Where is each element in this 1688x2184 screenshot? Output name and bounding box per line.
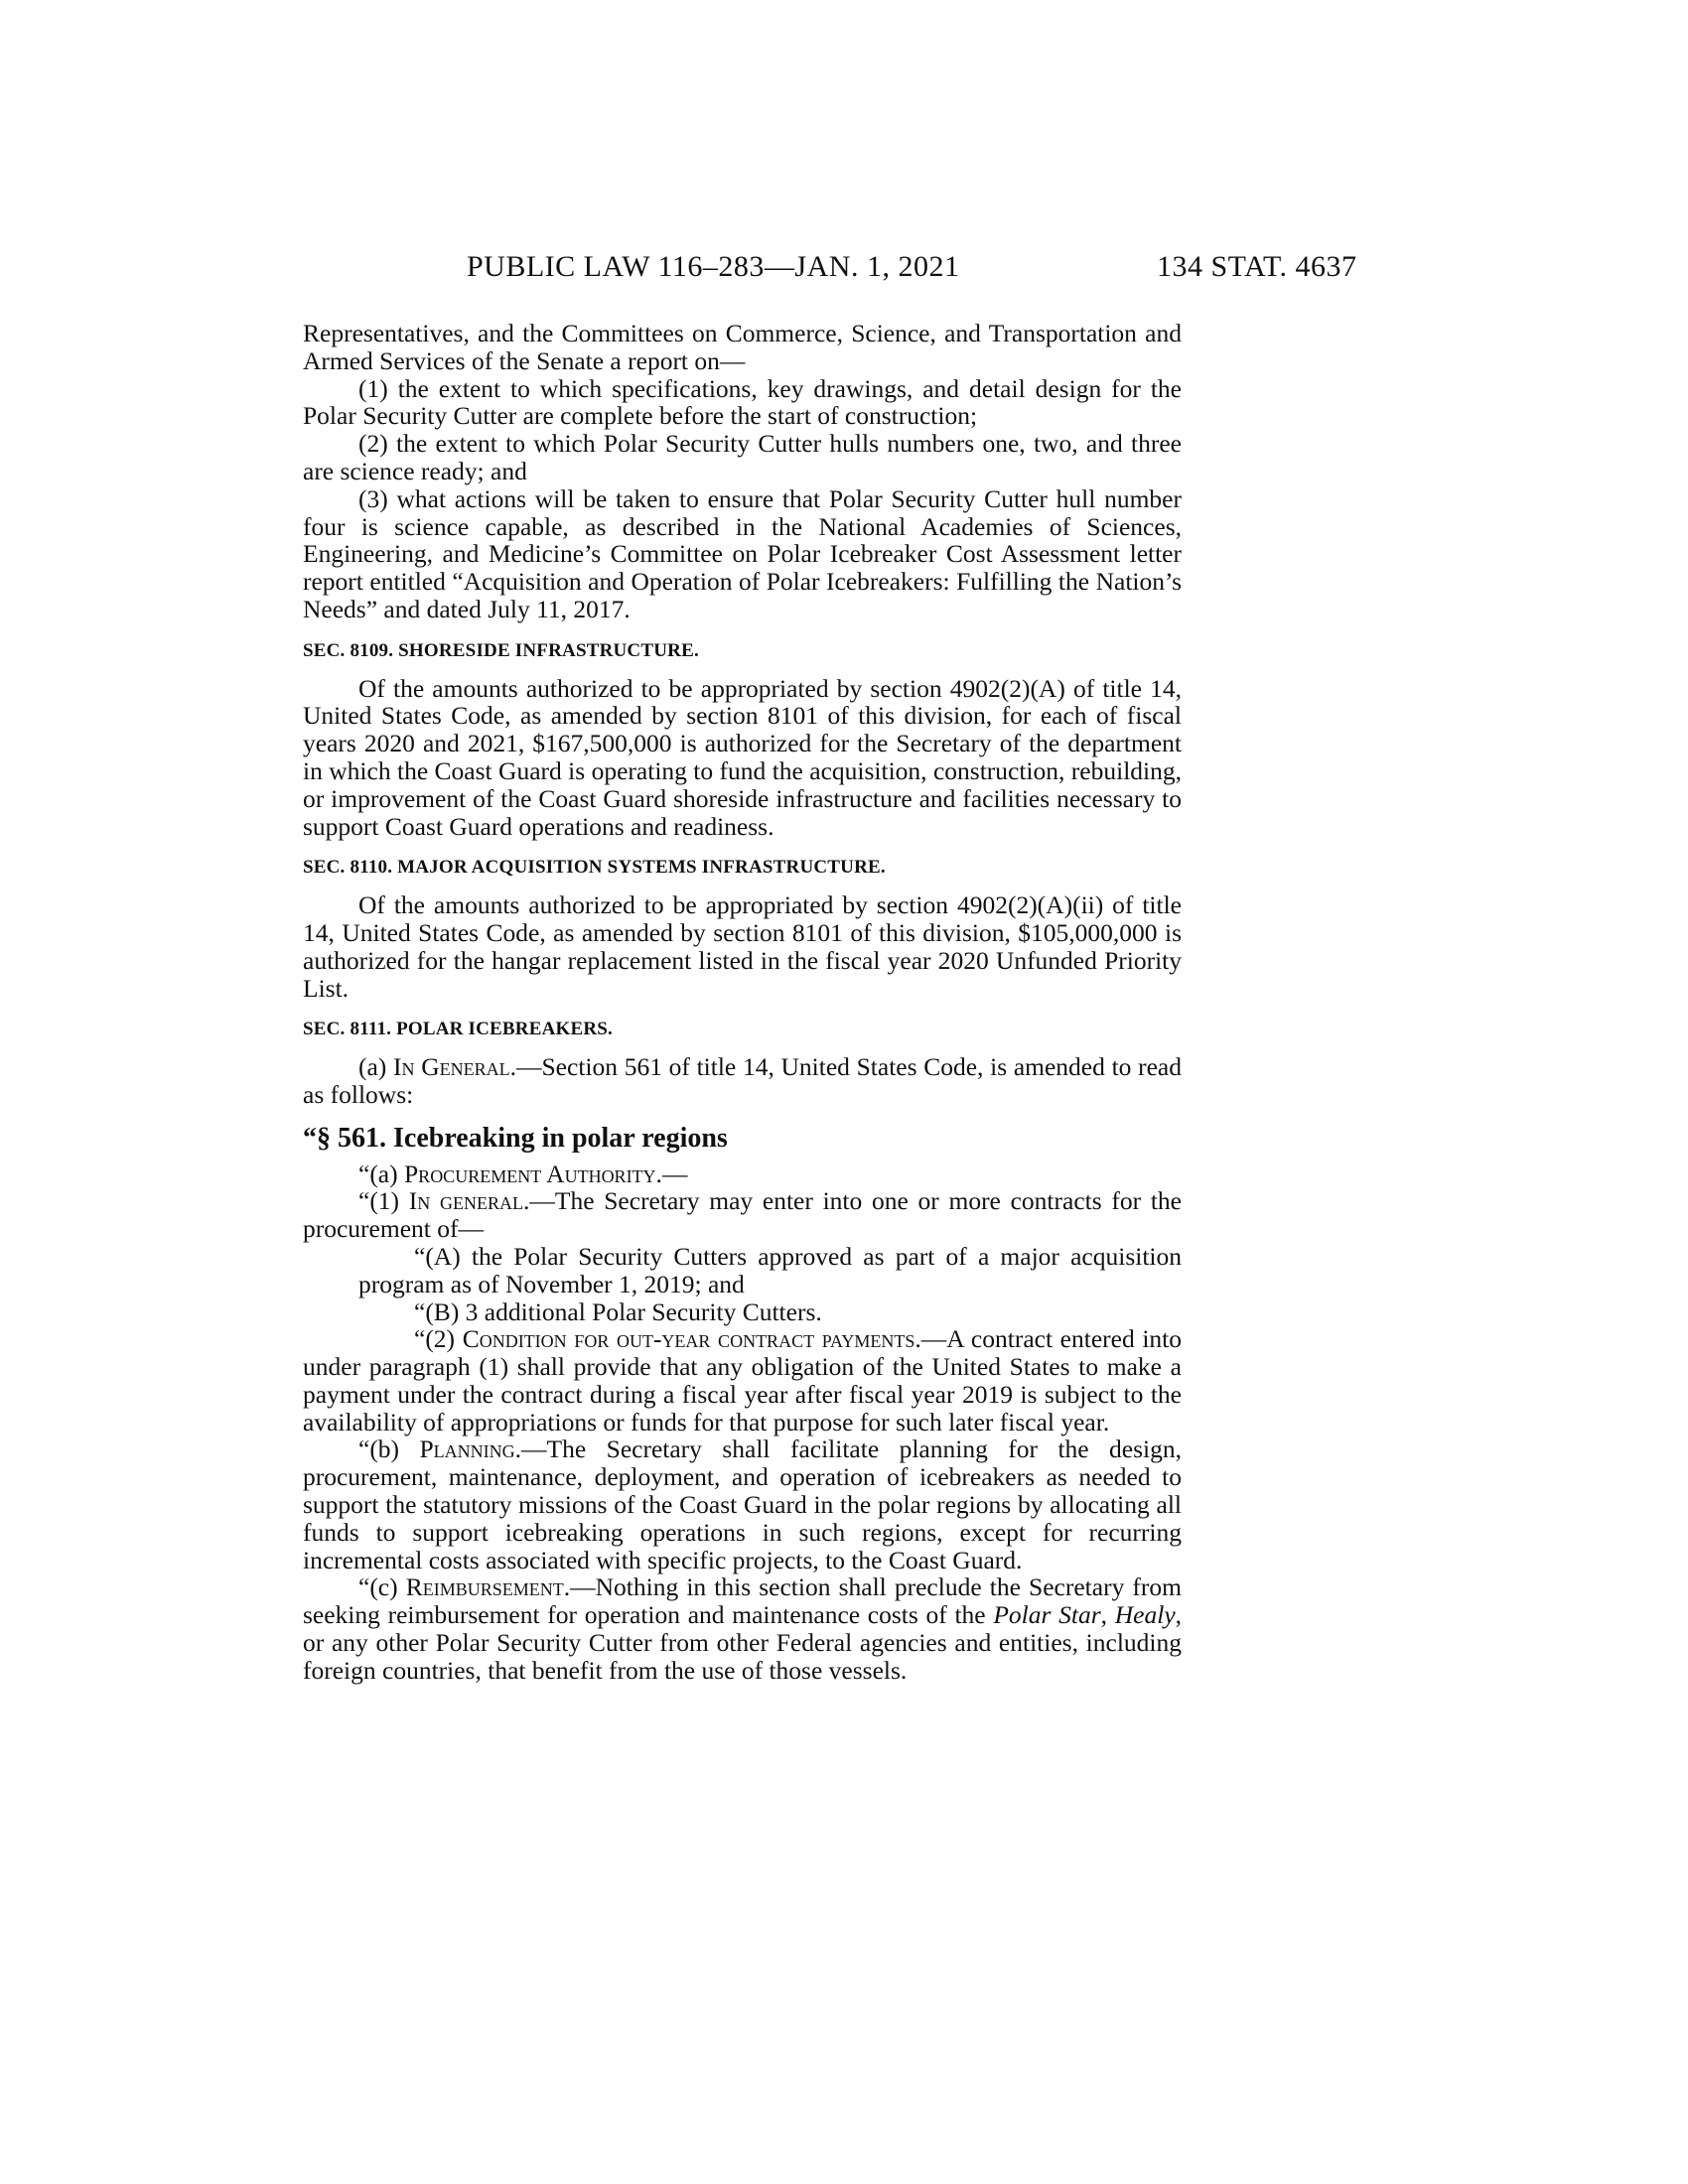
running-head-stat-citation: 134 STAT. 4637 [1157, 250, 1357, 283]
report-item-1-text: (1) the extent to which specifications, key drawings, and detail design for the Polar Security Cutter are complete before the start of construction; [303, 373, 1182, 431]
quoted-paragraph-1 [303, 1187, 1182, 1243]
quoted-subsection-c-text-part2: , or any other Polar Security Cutter from other Federal agencies and entities, including foreign countries, that benefit from the use of those vessels. [303, 1600, 1183, 1685]
running-head-title: PUBLIC LAW 116–283—JAN. 1, 2021 [467, 250, 960, 283]
quoted-paragraph-2-label: “(2) [414, 1324, 463, 1354]
quoted-subsection-a-caption: Procurement Authority. [404, 1159, 662, 1188]
quoted-subsection-c-caption: Reimbursement. [405, 1572, 571, 1602]
report-item-3 [303, 485, 1182, 623]
report-item-1 [303, 375, 1182, 431]
quoted-subparagraph-A: “(A) the Polar Security Cutters approved as part of a major acquisition program as of November 1, 2019; and [358, 1241, 1182, 1298]
vessel-name-polar-star: Polar Star [993, 1600, 1101, 1630]
running-head [0, 250, 1688, 290]
quoted-paragraph-1-label: “(1) [358, 1186, 409, 1216]
section-8109-heading: SEC. 8109. SHORESIDE INFRASTRUCTURE. [303, 639, 699, 661]
quoted-subsection-a-label: “(a) [358, 1159, 404, 1188]
vessel-name-healy: Healy [1114, 1600, 1176, 1630]
vessel-separator: , [1100, 1600, 1115, 1630]
report-item-3-text: (3) what actions will be taken to ensure that Polar Security Cutter hull number four is science capable, as described in the National Academies of Sciences, Engineering, and Medicine’s Committee on Polar Icebreaker Cost Assessment letter report entitled “Acquisition and Operation of Polar Icebreakers: Fulfilling the Nation’s Needs” and dated July 11, 2017. [303, 483, 1182, 623]
quoted-subsection-b [303, 1435, 1182, 1573]
quoted-subsection-b-text: —The Secretary shall facilitate planning for the design, procurement, maintenance, deployment, and operation of icebreakers as needed to support the statutory missions of the Coast Guard in the polar regions by allocating all funds to support icebreaking operations in such regions, except for recurring incremental costs associated with specific projects, to the Coast Guard. [303, 1434, 1182, 1574]
report-item-2 [303, 430, 1182, 485]
quoted-subsection-c-label: “(c) [358, 1572, 406, 1602]
subsection-a-text: —Section 561 of title 14, United States Code, is amended to read as follows: [303, 1052, 1182, 1109]
quoted-subsection-c [303, 1573, 1182, 1684]
section-8111-heading: SEC. 8111. POLAR ICEBREAKERS. [303, 1019, 613, 1040]
section-8111-subsection-a [303, 1053, 1182, 1109]
document-body [303, 320, 1182, 1685]
quoted-subparagraph-B: “(B) 3 additional Polar Security Cutters. [414, 1297, 822, 1326]
quoted-subsection-c-text-part1: —Nothing in this section shall preclude the Secretary from seeking reimbursement for operation and maintenance costs of the [303, 1572, 1182, 1630]
quoted-paragraph-2-caption: Condition for out-year contract payments. [462, 1324, 921, 1354]
intro-paragraph: Representatives, and the Committees on Commerce, Science, and Transportation and Armed Services of the Senate a report on— [303, 319, 1182, 375]
subsection-a-label: (a) [358, 1052, 394, 1082]
quoted-subsection-b-caption: Planning. [419, 1434, 522, 1464]
quoted-paragraph-1-text: —The Secretary may enter into one or more contracts for the procurement of— [303, 1186, 1182, 1244]
section-8110-text: Of the amounts authorized to be appropriated by section 4902(2)(A)(ii) of title 14, United States Code, as amended by section 8101 of this division, $105,000,000 is authorized for the hangar replacement listed in the fiscal year 2020 Unfunded Priority List. [303, 890, 1182, 1003]
quoted-subsection-a-dash: — [661, 1159, 688, 1188]
report-item-2-text: (2) the extent to which Polar Security Cutter hulls numbers one, two, and three are science ready; and [303, 429, 1182, 485]
quoted-paragraph-2-text: —A contract entered into under paragraph (1) shall provide that any obligation of the United States to make a payment under the contract during a fiscal year after fiscal year 2019 is subject to the availability of appropriations or funds for that purpose for such later fiscal year. [303, 1324, 1182, 1436]
quoted-subsection-a [303, 1160, 1182, 1188]
quoted-section-561-heading: “§ 561. Icebreaking in polar regions [303, 1122, 728, 1154]
quoted-subsection-b-label: “(b) [358, 1434, 420, 1464]
subsection-a-caption: In General. [393, 1052, 516, 1082]
quoted-paragraph-2 [303, 1325, 1182, 1435]
section-8109-text: Of the amounts authorized to be appropriated by section 4902(2)(A) of title 14, United States Code, as amended by section 8101 of this division, for each of fiscal years 2020 and 2021, $167,500,000 is authorized for the Secretary of the department in which the Coast Guard is operating to fund the acquisition, construction, rebuilding, or improvement of the Coast Guard shoreside infrastructure and facilities necessary to support Coast Guard operations and readiness. [303, 673, 1182, 841]
section-8110-heading: SEC. 8110. MAJOR ACQUISITION SYSTEMS INFRASTRUCTURE. [303, 857, 886, 879]
quoted-paragraph-1-caption: In general. [408, 1186, 530, 1216]
